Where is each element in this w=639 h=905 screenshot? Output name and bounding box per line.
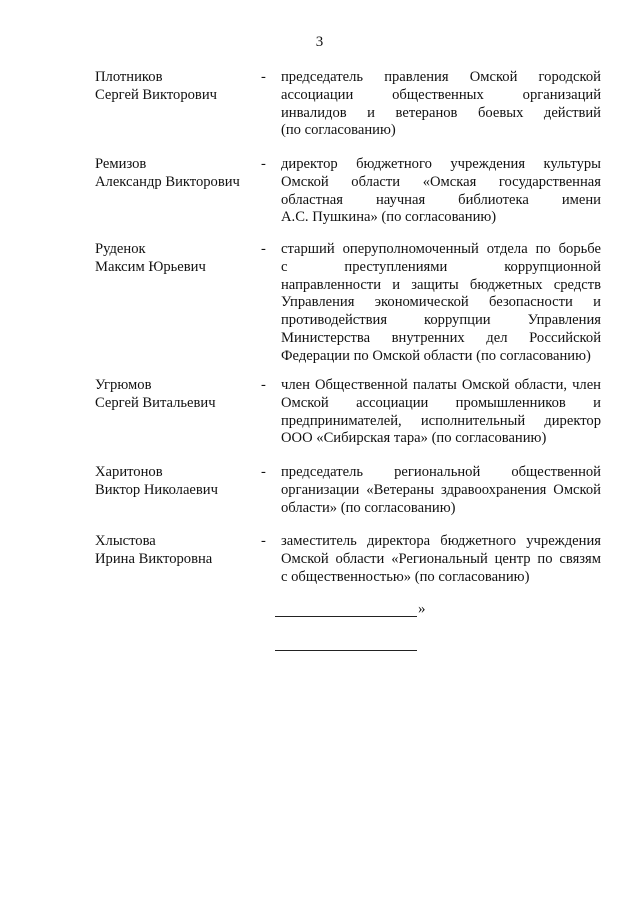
member-position [281, 533, 601, 586]
member-position [281, 156, 601, 227]
member-dash: - [261, 156, 266, 172]
member-position [281, 241, 601, 366]
position-line: директор бюджетного учреждения культуры [281, 156, 601, 172]
position-line: председатель правления Омской городской [281, 69, 601, 85]
position-line: (по согласованию) [281, 122, 396, 139]
position-line: Омской области «Региональный центр по связям [281, 550, 601, 567]
position-line: ООО «Сибирская тара» (по согласованию) [281, 430, 547, 447]
position-line: старший оперуполномоченный отдела по борьбе [281, 241, 601, 257]
position-line: член Общественной палаты Омской области, член [281, 377, 601, 393]
member-surname: Харитонов [95, 464, 163, 480]
member-surname: Хлыстова [95, 533, 156, 549]
page-number: 3 [315, 34, 324, 50]
member-given-names: Виктор Николаевич [95, 481, 218, 498]
position-line: области» (по согласованию) [281, 499, 456, 516]
position-line: с преступлениями коррупционной [281, 258, 601, 275]
position-line: Управления экономической безопасности и [281, 294, 601, 311]
member-name [95, 464, 255, 500]
member-position [281, 69, 601, 140]
position-line: Омской ассоциации промышленников и [281, 394, 601, 411]
position-line: направленности и защиты бюджетных средств [281, 276, 601, 293]
member-name [95, 241, 255, 277]
member-given-names: Ирина Викторовна [95, 550, 213, 567]
position-line: инвалидов и ветеранов боевых действий [281, 104, 601, 121]
position-line: Омской области «Омская государственная [281, 173, 601, 190]
position-line: председатель региональной общественной [281, 464, 601, 480]
member-dash: - [261, 533, 266, 549]
member-name [95, 156, 255, 192]
member-given-names: Александр Викторович [95, 173, 240, 190]
closing-quote-mark: » [418, 601, 426, 617]
member-name [95, 377, 255, 413]
member-surname: Ремизов [95, 156, 147, 172]
member-name [95, 533, 255, 569]
member-surname: Плотников [95, 69, 163, 85]
position-line: противодействия коррупции Управления [281, 312, 601, 329]
member-surname: Руденок [95, 241, 146, 257]
position-line: предпринимателей, исполнительный директор [281, 412, 601, 429]
member-dash: - [261, 464, 266, 480]
closing-rule-lower [275, 650, 417, 651]
position-line: А.С. Пушкина» (по согласованию) [281, 209, 497, 226]
position-line: заместитель директора бюджетного учреждения [281, 533, 601, 549]
member-name [95, 69, 255, 105]
position-line: Министерства внутренних дел Российской [281, 329, 601, 346]
member-dash: - [261, 241, 266, 257]
member-position [281, 464, 601, 517]
position-line: областная научная библиотека имени [281, 191, 601, 208]
position-line: ассоциации общественных организаций [281, 86, 601, 103]
member-given-names: Сергей Викторович [95, 86, 217, 103]
position-line: с общественностью» (по согласованию) [281, 568, 530, 585]
closing-rule-upper [275, 616, 417, 617]
member-dash: - [261, 377, 266, 393]
member-dash: - [261, 69, 266, 85]
member-given-names: Сергей Витальевич [95, 394, 216, 411]
member-given-names: Максим Юрьевич [95, 258, 206, 275]
member-surname: Угрюмов [95, 377, 152, 393]
position-line: организации «Ветераны здравоохранения Омской [281, 481, 601, 498]
member-position [281, 377, 601, 448]
position-line: Федерации по Омской области (по согласованию) [281, 347, 591, 364]
